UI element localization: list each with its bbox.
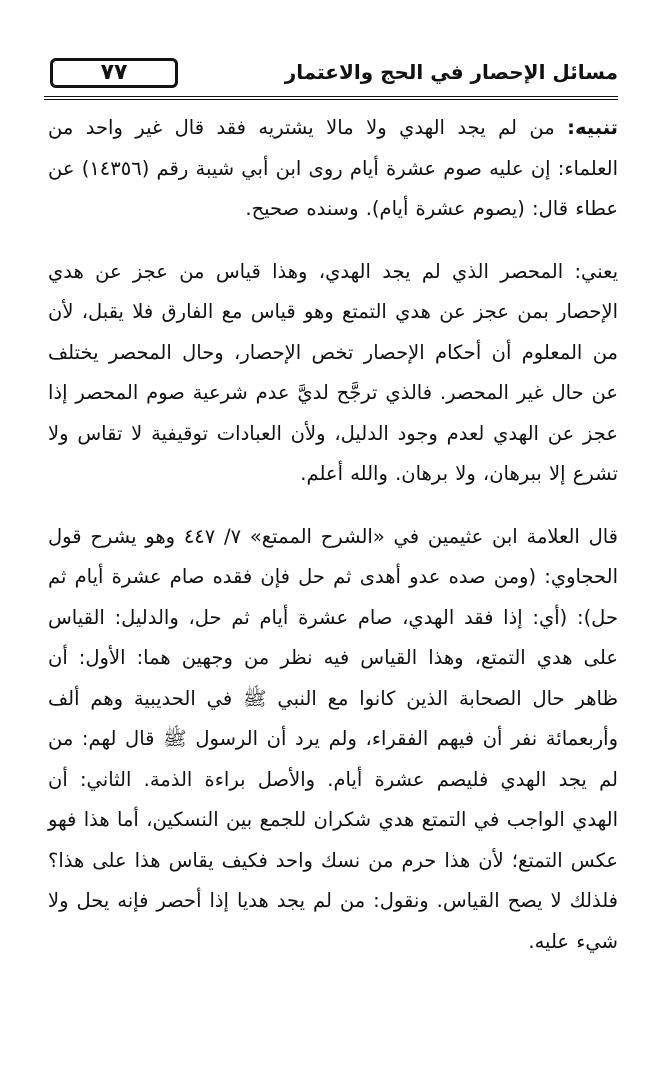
explanation-text: يعني: المحصر الذي لم يجد الهدي، وهذا قياس من عجز عن هدي الإحصار بمن عجز عن هدي التمتع وهو قياس مع الفارق فلا يقبل، لأن من المعلوم أن أحكام الإحصار تخص الإحصار، وحال المحصر يختلف عن حال غير المحصر. فالذي ترجَّح لديَّ عدم شرعية صوم المحصر إذا عجز عن الهدي لعدم وجود الدليل، ولأن العبادات توقيفية لا تقاس ولا تشرع إلا ببرهان، ولا برهان. والله أعلم.	[48, 259, 618, 485]
page-number: ٧٧	[50, 58, 178, 88]
running-title: مسائل الإحصار في الحج والاعتمار	[284, 60, 618, 84]
note-lead-word: تنبيه:	[567, 116, 618, 139]
note-text: من لم يجد الهدي ولا مالا يشتريه فقد قال غير واحد من العلماء: إن عليه صوم عشرة أيام روى ابن أبي شيبة رقم (١٤٣٥٦) عن عطاء قال: (يصوم عشرة أيام). وسنده صحيح.	[48, 116, 618, 220]
paragraph-quote	[48, 517, 618, 963]
paragraph-note	[48, 108, 618, 230]
page-header	[44, 56, 618, 100]
header-rule	[44, 96, 618, 100]
body-text	[48, 108, 618, 962]
quote-text: قال العلامة ابن عثيمين في «الشرح الممتع» ٧/ ٤٤٧ وهو يشرح قول الحجاوي: (ومن صده عدو أهدى ثم حل فإن فقده صام عشرة أيام ثم حل): (أي: إذا فقد الهدي، صام عشرة أيام ثم حل، والدليل: القياس على هدي التمتع، وهذا القياس فيه نظر من وجهين هما: الأول: أن ظاهر حال الصحابة الذين كانوا مع النبي ﷺ في الحديبية وهم ألف وأربعمائة نفر أن فيهم الفقراء، ولم يرد أن الرسول ﷺ قال لهم: من لم يجد الهدي فليصم عشرة أيام. والأصل براءة الذمة. الثاني: أن الهدي الواجب في التمتع هدي شكران للجمع بين النسكين، أما هذا فهو عكس التمتع؛ لأن هذا حرم من نسك واحد فكيف يقاس هذا على هذا؟ فلذلك لا يصح القياس. ونقول: من لم يجد هديا إذا أحصر فإنه يحل ولا شيء عليه.	[48, 524, 618, 953]
paragraph-explanation	[48, 252, 618, 495]
